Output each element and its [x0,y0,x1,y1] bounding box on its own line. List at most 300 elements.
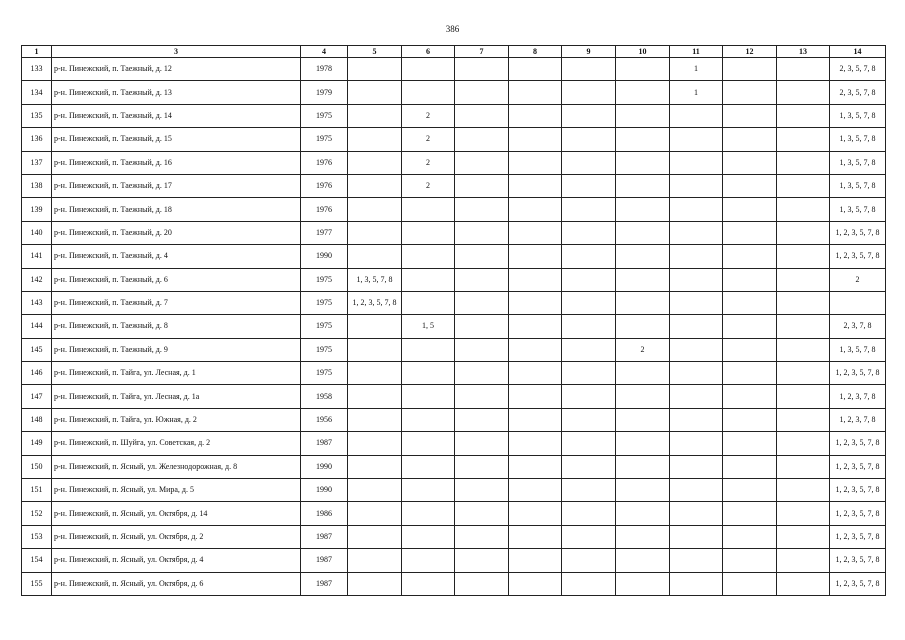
table-cell [616,128,670,151]
table-cell [348,362,402,385]
table-cell: 142 [22,268,52,291]
table-cell [777,268,830,291]
table-row [22,151,886,174]
table-cell [670,479,723,502]
table-cell: 134 [22,81,52,104]
table-cell: 2, 3, 5, 7, 8 [830,81,886,104]
table-cell [455,245,509,268]
table-cell: 1976 [301,198,348,221]
table-cell: 1, 3, 5, 7, 8 [830,198,886,221]
table-cell: 1, 3, 5, 7, 8 [348,268,402,291]
table-cell [509,502,562,525]
column-header-7: 7 [455,46,509,58]
table-cell: 1, 2, 3, 5, 7, 8 [830,502,886,525]
table-cell [509,151,562,174]
table-cell: 1, 5 [402,315,455,338]
table-cell [777,362,830,385]
table-cell [723,408,777,431]
table-cell: 1975 [301,268,348,291]
table-cell: 135 [22,104,52,127]
table-cell [616,245,670,268]
table-cell [348,385,402,408]
table-cell: 155 [22,572,52,595]
table-cell: 150 [22,455,52,478]
address-cell: р-н. Пинежский, п. Ясный, ул. Мира, д. 5 [52,479,301,502]
table-cell [455,104,509,127]
table-cell [616,385,670,408]
column-header-3: 3 [52,46,301,58]
table-cell [616,268,670,291]
table-cell [455,221,509,244]
table-cell [723,315,777,338]
address-cell: р-н. Пинежский, п. Таежный, д. 9 [52,338,301,361]
table-cell [562,268,616,291]
table-cell: 2, 3, 7, 8 [830,315,886,338]
table-cell [616,502,670,525]
table-cell [777,479,830,502]
table-cell [616,81,670,104]
table-cell [348,104,402,127]
table-cell [670,572,723,595]
table-cell [777,58,830,81]
column-header-10: 10 [616,46,670,58]
address-cell: р-н. Пинежский, п. Тайга, ул. Лесная, д. 1а [52,385,301,408]
table-cell [670,315,723,338]
table-cell [723,432,777,455]
table-cell: 1987 [301,549,348,572]
table-cell [723,104,777,127]
table-cell [455,291,509,314]
table-row [22,198,886,221]
table-cell [562,221,616,244]
table-cell [777,128,830,151]
table-cell: 1, 2, 3, 7, 8 [830,408,886,431]
table-cell [455,58,509,81]
table-cell [723,268,777,291]
address-cell: р-н. Пинежский, п. Таежный, д. 15 [52,128,301,151]
table-cell: 1, 2, 3, 5, 7, 8 [830,572,886,595]
table-cell [348,525,402,548]
table-cell: 1978 [301,58,348,81]
table-cell [348,408,402,431]
table-cell [562,315,616,338]
table-cell [348,315,402,338]
table-cell [402,362,455,385]
table-cell [777,408,830,431]
table-cell [670,245,723,268]
table-cell: 133 [22,58,52,81]
table-cell [402,455,455,478]
table-cell [562,432,616,455]
table-cell [562,479,616,502]
table-cell [348,572,402,595]
table-cell [670,198,723,221]
table-cell [670,338,723,361]
table-cell [402,291,455,314]
table-row [22,338,886,361]
table-cell [455,572,509,595]
column-header-11: 11 [670,46,723,58]
column-header-8: 8 [509,46,562,58]
table-cell: 1, 3, 5, 7, 8 [830,128,886,151]
table-cell [670,502,723,525]
table-cell: 148 [22,408,52,431]
address-cell: р-н. Пинежский, п. Таежный, д. 18 [52,198,301,221]
table-cell [616,525,670,548]
address-cell: р-н. Пинежский, п. Ясный, ул. Октября, д. 6 [52,572,301,595]
table-cell [777,291,830,314]
table-cell: 1 [670,81,723,104]
address-cell: р-н. Пинежский, п. Тайга, ул. Южная, д. 2 [52,408,301,431]
table-cell: 1979 [301,81,348,104]
column-header-9: 9 [562,46,616,58]
table-cell [402,221,455,244]
table-cell: 1987 [301,432,348,455]
column-header-13: 13 [777,46,830,58]
table-cell: 1976 [301,174,348,197]
column-header-5: 5 [348,46,402,58]
column-header-12: 12 [723,46,777,58]
table-cell [348,221,402,244]
table-cell [777,385,830,408]
table-cell [455,128,509,151]
address-cell: р-н. Пинежский, п. Ясный, ул. Октября, д. 4 [52,549,301,572]
table-cell [562,58,616,81]
table-cell [402,58,455,81]
table-cell [830,291,886,314]
table-cell: 1990 [301,455,348,478]
address-cell: р-н. Пинежский, п. Ясный, ул. Железнодорожная, д. 8 [52,455,301,478]
table-cell: 1977 [301,221,348,244]
table-row [22,58,886,81]
table-cell [670,549,723,572]
table-cell [509,221,562,244]
table-cell: 1, 2, 3, 5, 7, 8 [830,221,886,244]
table-cell [402,549,455,572]
table-cell: 140 [22,221,52,244]
address-cell: р-н. Пинежский, п. Ясный, ул. Октября, д. 14 [52,502,301,525]
table-cell [616,479,670,502]
table-cell: 1, 2, 3, 5, 7, 8 [830,362,886,385]
table-cell [562,502,616,525]
table-cell [670,385,723,408]
address-cell: р-н. Пинежский, п. Таежный, д. 17 [52,174,301,197]
table-cell [509,432,562,455]
table-cell [402,385,455,408]
table-cell [348,455,402,478]
table-cell [455,455,509,478]
table-cell [616,221,670,244]
table-cell: 138 [22,174,52,197]
table-cell [616,291,670,314]
table-cell: 152 [22,502,52,525]
table-cell [562,198,616,221]
table-cell [509,549,562,572]
table-cell: 2, 3, 5, 7, 8 [830,58,886,81]
table-cell: 1987 [301,572,348,595]
table-row [22,385,886,408]
table-cell: 1975 [301,362,348,385]
table-cell [455,198,509,221]
table-row [22,315,886,338]
table-body [22,58,886,596]
table-cell: 141 [22,245,52,268]
address-cell: р-н. Пинежский, п. Таежный, д. 4 [52,245,301,268]
table-cell [562,104,616,127]
table-cell [616,455,670,478]
table-cell [723,385,777,408]
table-cell [777,338,830,361]
table-cell [670,268,723,291]
address-cell: р-н. Пинежский, п. Таежный, д. 7 [52,291,301,314]
table-cell [616,58,670,81]
table-cell [455,268,509,291]
column-header-14: 14 [830,46,886,58]
table-cell: 1, 3, 5, 7, 8 [830,104,886,127]
table-cell: 1, 2, 3, 5, 7, 8 [830,245,886,268]
table-cell [509,245,562,268]
table-cell: 1987 [301,525,348,548]
table-cell: 1, 3, 5, 7, 8 [830,174,886,197]
table-cell [509,362,562,385]
table-row [22,549,886,572]
table-cell: 145 [22,338,52,361]
table-cell [670,221,723,244]
table-cell: 1975 [301,291,348,314]
table-cell [348,432,402,455]
table-cell [562,572,616,595]
table-cell [402,479,455,502]
table-cell [616,408,670,431]
table-cell [402,198,455,221]
table-cell [670,432,723,455]
table-cell [455,432,509,455]
table-cell [777,315,830,338]
table-cell [670,362,723,385]
table-cell: 153 [22,525,52,548]
table-cell [348,549,402,572]
table-cell [723,455,777,478]
table-cell [455,525,509,548]
table-header-row [22,46,886,58]
table-cell [348,151,402,174]
table-cell [348,58,402,81]
table-cell [348,479,402,502]
table-row [22,479,886,502]
table-cell [562,549,616,572]
table-cell: 143 [22,291,52,314]
page-number: 386 [445,24,460,34]
table-cell: 2 [402,174,455,197]
table-row [22,174,886,197]
table-cell [616,432,670,455]
table-cell [723,291,777,314]
table-row [22,104,886,127]
table-cell [562,525,616,548]
address-cell: р-н. Пинежский, п. Таежный, д. 8 [52,315,301,338]
table-cell [616,151,670,174]
table-cell: 2 [830,268,886,291]
table-cell [562,174,616,197]
address-cell: р-н. Пинежский, п. Таежный, д. 20 [52,221,301,244]
table-cell: 2 [402,128,455,151]
table-cell [509,128,562,151]
table-cell [616,104,670,127]
address-cell: р-н. Пинежский, п. Таежный, д. 14 [52,104,301,127]
table-cell [777,572,830,595]
table-cell [455,362,509,385]
table-cell [670,128,723,151]
table-cell [562,455,616,478]
table-cell: 1976 [301,151,348,174]
table-cell [455,338,509,361]
table-cell: 1, 3, 5, 7, 8 [830,338,886,361]
table-cell [509,198,562,221]
table-cell [562,385,616,408]
table-cell [777,549,830,572]
table-cell: 139 [22,198,52,221]
table-cell [509,268,562,291]
table-row [22,245,886,268]
table-cell [777,245,830,268]
table-cell [509,408,562,431]
table-cell [723,479,777,502]
table-row [22,432,886,455]
table-cell [723,81,777,104]
table-cell: 136 [22,128,52,151]
table-cell [616,549,670,572]
table-cell: 1956 [301,408,348,431]
table-cell: 1986 [301,502,348,525]
table-cell [723,221,777,244]
table-cell [348,502,402,525]
table-cell: 1, 2, 3, 5, 7, 8 [830,432,886,455]
table-cell: 2 [402,151,455,174]
address-cell: р-н. Пинежский, п. Шуйга, ул. Советская, д. 2 [52,432,301,455]
table-cell [509,58,562,81]
table-row [22,81,886,104]
table-cell [777,455,830,478]
table-cell [402,245,455,268]
table-row [22,268,886,291]
table-cell [723,245,777,268]
table-cell [348,128,402,151]
table-cell [723,549,777,572]
table-cell [509,455,562,478]
table-cell [616,198,670,221]
table-cell [562,151,616,174]
table-cell: 149 [22,432,52,455]
table-cell [723,572,777,595]
table-cell [616,572,670,595]
table-cell [723,502,777,525]
table-cell: 146 [22,362,52,385]
table-cell [562,128,616,151]
table-cell [509,315,562,338]
table-cell [616,362,670,385]
table-cell [723,198,777,221]
table-cell [777,502,830,525]
table-row [22,525,886,548]
table-cell: 151 [22,479,52,502]
column-header-6: 6 [402,46,455,58]
table-cell: 1975 [301,315,348,338]
table-cell [777,81,830,104]
table-cell [670,525,723,548]
table-cell [509,104,562,127]
table-row [22,408,886,431]
table-cell [455,502,509,525]
table-row [22,502,886,525]
table-cell [455,174,509,197]
table-cell [562,338,616,361]
address-cell: р-н. Пинежский, п. Таежный, д. 16 [52,151,301,174]
table-cell [562,362,616,385]
table-row [22,572,886,595]
table-cell: 1990 [301,245,348,268]
table-cell [509,385,562,408]
table-cell [402,432,455,455]
table-cell: 1975 [301,338,348,361]
table-cell [723,58,777,81]
table-cell [670,291,723,314]
table-cell: 144 [22,315,52,338]
table-cell: 2 [402,104,455,127]
table-cell [348,81,402,104]
table-row [22,128,886,151]
table-cell: 2 [616,338,670,361]
address-cell: р-н. Пинежский, п. Ясный, ул. Октября, д. 2 [52,525,301,548]
table-cell [509,81,562,104]
table-cell [509,572,562,595]
table-cell: 1975 [301,128,348,151]
column-header-1: 1 [22,46,52,58]
address-cell: р-н. Пинежский, п. Таежный, д. 12 [52,58,301,81]
table-cell [402,502,455,525]
table-cell [455,385,509,408]
table-row [22,455,886,478]
table-cell [670,455,723,478]
table-cell: 1990 [301,479,348,502]
table-cell [402,572,455,595]
table-cell: 154 [22,549,52,572]
address-cell: р-н. Пинежский, п. Тайга, ул. Лесная, д. 1 [52,362,301,385]
table-cell [777,198,830,221]
table-cell [455,549,509,572]
table-cell [509,479,562,502]
table-cell: 1, 2, 3, 5, 7, 8 [830,455,886,478]
table-cell [509,525,562,548]
table-cell [402,268,455,291]
table-cell [509,291,562,314]
table-cell [402,338,455,361]
table-cell [455,479,509,502]
table-cell [455,81,509,104]
table-cell: 1975 [301,104,348,127]
table-cell [670,408,723,431]
table-cell [616,174,670,197]
address-cell: р-н. Пинежский, п. Таежный, д. 6 [52,268,301,291]
table-cell: 1, 2, 3, 5, 7, 8 [830,525,886,548]
table-cell [723,174,777,197]
table-cell [723,151,777,174]
table-cell [670,174,723,197]
table-cell: 1, 2, 3, 5, 7, 8 [830,479,886,502]
table-cell [723,362,777,385]
table-cell [348,174,402,197]
table-cell [616,315,670,338]
table-cell [723,128,777,151]
